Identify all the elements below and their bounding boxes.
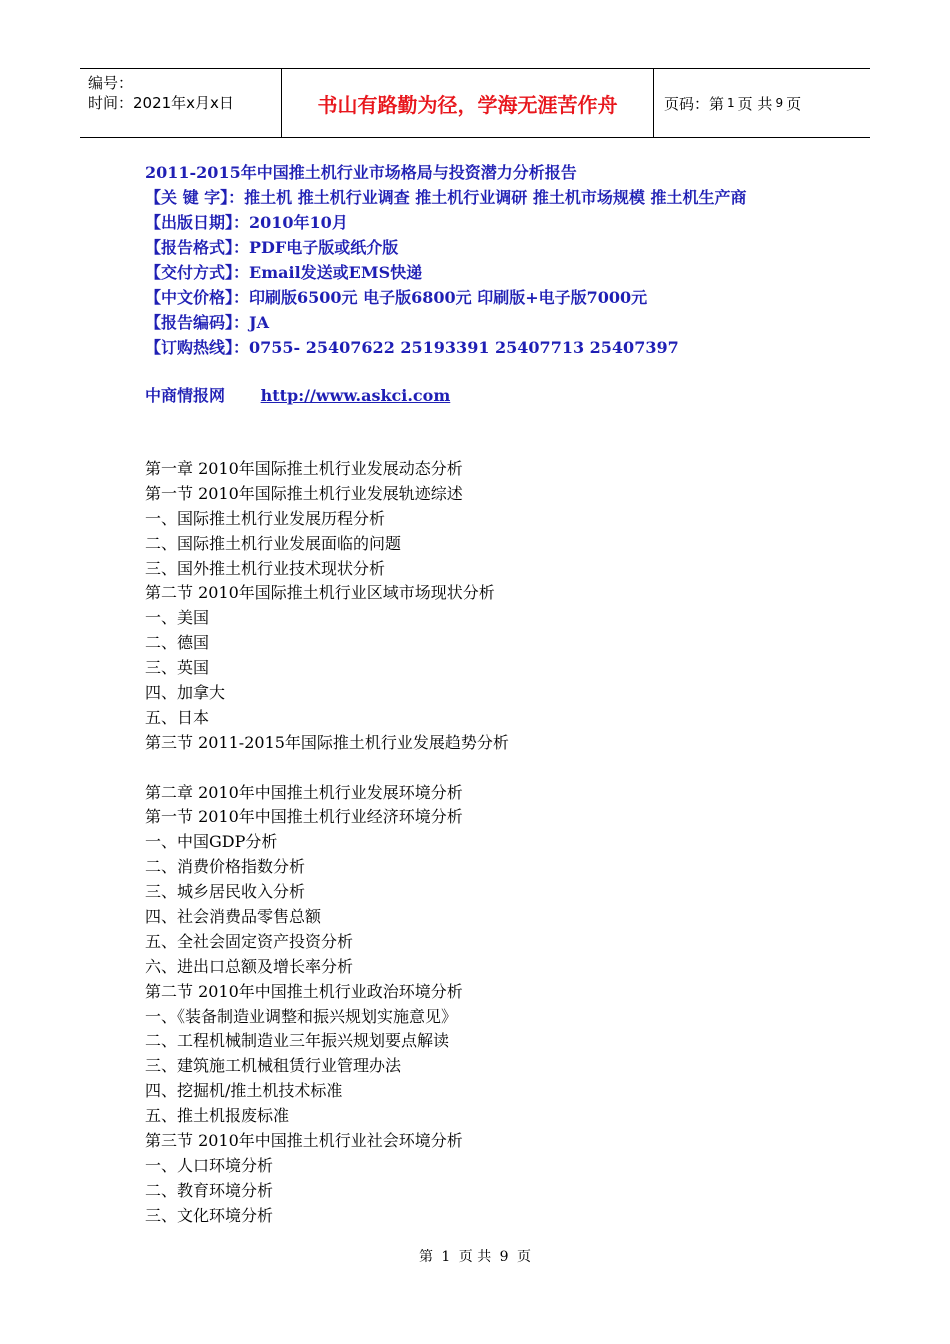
- toc-item: 第一节 2010年中国推土机行业经济环境分析: [145, 807, 463, 827]
- site-url-link[interactable]: http://www.askci.com: [260, 386, 451, 405]
- field-value: 0755- 25407622 25193391 25407713 25407397: [249, 338, 679, 357]
- page-label-prefix: 页码：第: [664, 94, 725, 113]
- toc-item: 四、挖掘机/推土机技术标准: [145, 1081, 343, 1101]
- header-page-cell: [654, 69, 870, 137]
- toc-item: 三、城乡居民收入分析: [145, 882, 306, 902]
- toc-item: 第一节 2010年国际推土机行业发展轨迹综述: [145, 483, 463, 503]
- toc-spacer: [145, 756, 509, 781]
- page-label-mid: 页 共: [737, 94, 773, 113]
- field-value: 印刷版6500元 电子版6800元 印刷版+电子版7000元: [249, 288, 648, 307]
- field-key: 【报告格式】：: [145, 238, 250, 257]
- motto-text: 书山有路勤为径，学海无涯苦作舟: [317, 92, 618, 117]
- toc-item: 一、美国: [145, 608, 210, 628]
- toc-item: 二、消费价格指数分析: [145, 857, 306, 877]
- field-key: 【关 键 字】：: [145, 188, 245, 207]
- time-label: 时间：2021年x月x日: [88, 94, 234, 112]
- toc-item: 三、国外推土机行业技术现状分析: [145, 558, 386, 578]
- toc-item: 一、中国GDP分析: [145, 832, 278, 852]
- footer-mid: 页 共: [458, 1249, 492, 1265]
- header-left-cell: [80, 69, 281, 137]
- page-total: 9: [775, 96, 784, 110]
- page-current: 1: [727, 96, 735, 110]
- field-key: 【中文价格】：: [145, 288, 250, 307]
- header-motto-cell: [281, 69, 654, 137]
- field-key: 【出版日期】：: [145, 213, 250, 232]
- toc-item: 一、《装备制造业调整和振兴规划实施意见》: [145, 1006, 458, 1026]
- report-field: [145, 310, 746, 335]
- site-line: [145, 383, 450, 408]
- toc-item: 二、国际推土机行业发展面临的问题: [145, 533, 402, 553]
- document-header: [80, 68, 870, 138]
- toc-item: 一、人口环境分析: [145, 1155, 274, 1175]
- footer-total: 9: [499, 1249, 509, 1265]
- report-field: [145, 185, 746, 210]
- toc-item: 三、建筑施工机械租赁行业管理办法: [145, 1056, 402, 1076]
- field-value: JA: [249, 313, 269, 332]
- toc-item: 二、德国: [145, 633, 210, 653]
- page-footer: [0, 1246, 950, 1266]
- toc-item: 第二章 2010年中国推土机行业发展环境分析: [145, 782, 463, 802]
- table-of-contents: [145, 457, 509, 1229]
- field-key: 【交付方式】：: [145, 263, 250, 282]
- report-field: [145, 285, 746, 310]
- report-fields: [145, 185, 746, 360]
- field-key: 【报告编码】：: [145, 313, 250, 332]
- toc-item: 五、推土机报废标准: [145, 1106, 290, 1126]
- toc-item: 第三节 2010年中国推土机行业社会环境分析: [145, 1131, 463, 1151]
- field-value: 推土机 推土机行业调查 推土机行业调研 推土机市场规模 推土机生产商: [244, 188, 747, 207]
- report-meta: [145, 160, 746, 360]
- toc-item: 第一章 2010年国际推土机行业发展动态分析: [145, 459, 463, 478]
- page-label-suffix: 页: [786, 94, 802, 113]
- toc-item: 五、全社会固定资产投资分析: [145, 931, 354, 951]
- toc-item: 四、社会消费品零售总额: [145, 907, 322, 927]
- toc-item: 二、工程机械制造业三年振兴规划要点解读: [145, 1031, 450, 1051]
- toc-item: 三、文化环境分析: [145, 1205, 274, 1225]
- field-value: 2010年10月: [249, 213, 348, 232]
- report-field: [145, 260, 746, 285]
- toc-item: 五、日本: [145, 707, 210, 727]
- report-field: [145, 235, 746, 260]
- toc-item: 六、进出口总额及增长率分析: [145, 956, 354, 976]
- toc-item: 四、加拿大: [145, 683, 226, 703]
- toc-item: 二、教育环境分析: [145, 1180, 274, 1200]
- toc-item: 第三节 2011-2015年国际推土机行业发展趋势分析: [145, 732, 509, 752]
- field-key: 【订购热线】：: [145, 338, 250, 357]
- field-value: Email发送或EMS快递: [249, 263, 423, 282]
- report-field: [145, 210, 746, 235]
- toc-item: 三、英国: [145, 658, 210, 678]
- footer-suffix: 页: [517, 1249, 532, 1265]
- toc-item: 一、国际推土机行业发展历程分析: [145, 508, 386, 528]
- serial-label: 编号：: [88, 74, 134, 92]
- toc-item: 第二节 2010年国际推土机行业区域市场现状分析: [145, 583, 495, 603]
- toc-item: 第二节 2010年中国推土机行业政治环境分析: [145, 981, 463, 1001]
- footer-prefix: 第: [418, 1249, 433, 1265]
- footer-current: 1: [441, 1249, 451, 1265]
- report-field: [145, 335, 746, 360]
- site-name: 中商情报网: [145, 386, 226, 405]
- report-title: 2011-2015年中国推土机行业市场格局与投资潜力分析报告: [145, 163, 577, 182]
- field-value: PDF电子版或纸介版: [249, 238, 399, 257]
